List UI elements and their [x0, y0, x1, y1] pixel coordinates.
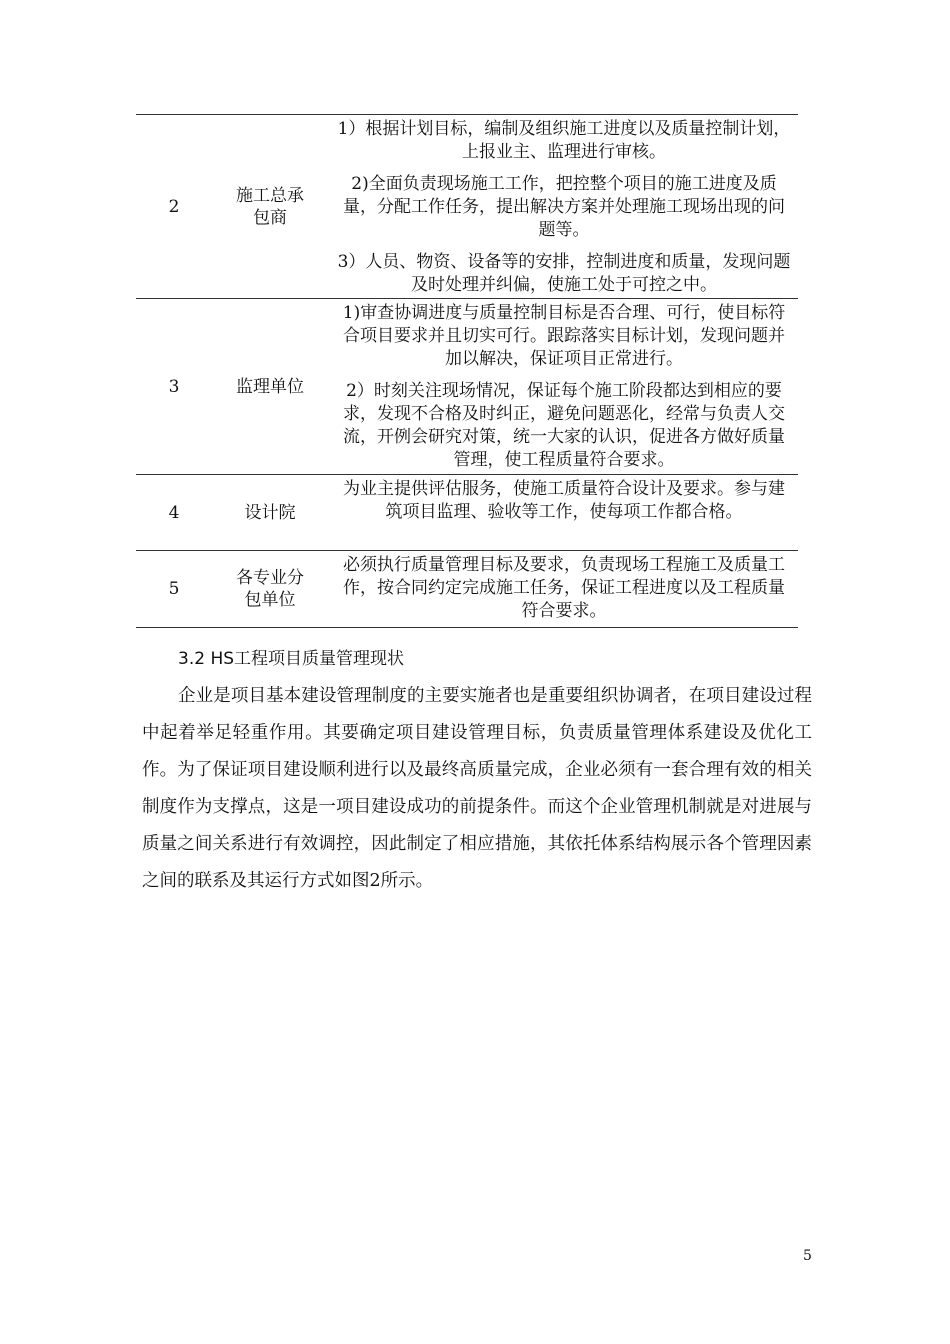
unit-name-line: 设计院 [244, 502, 296, 523]
body-paragraph: 企业是项目基本建设管理制度的主要实施者也是重要组织协调者，在项目建设过程中起着举足轻重作用。其要确定项目建设管理目标，负责质量管理体系建设及优化工作。为了保证项目建设顺利进行以及最终高质量完成，企业必须有一套合理有效的相关制度作为支撑点，这是一项目建设成功的前提条件。而这个企业管理机制就是对进展与质量之间关系进行有效调控，因此制定了相应措施，其依托体系结构展示各个管理因素之间的联系及其运行方式如图2所示。 [142, 686, 812, 891]
unit-name-line: 包单位 [244, 590, 296, 610]
unit-name-line: 施工总承 [236, 185, 304, 206]
table-row [136, 299, 798, 475]
duty-item: 必须执行质量管理目标及要求，负责现场工程施工及质量工作，按合同约定完成施工任务，保证工程进度以及工程质量符合要求。 [343, 555, 785, 621]
table-row [136, 551, 798, 628]
duty-cell [328, 475, 798, 550]
duty-item: 2)全面负责现场施工工作，把控整个项目的施工进度及质量，分配工作任务，提出解决方案并处理施工现场出现的问题等。 [343, 174, 785, 240]
responsibility-table [136, 114, 798, 628]
row-number: 2 [168, 196, 180, 217]
table-row [136, 115, 798, 299]
duty-item: 为业主提供评估服务，使施工质量符合设计及要求。参与建筑项目监理、验收等工作，使每项工作都合格。 [343, 479, 785, 522]
duty-cell [328, 551, 798, 627]
unit-name [212, 299, 328, 474]
row-number: 5 [168, 579, 180, 599]
duty-cell [328, 115, 798, 298]
unit-name-line: 各专业分 [236, 568, 304, 588]
section-heading: 3.2 HS工程项目质量管理现状 [178, 649, 405, 669]
unit-name [212, 551, 328, 627]
duty-item: 1）根据计划目标，编制及组织施工进度以及质量控制计划，上报业主、监理进行审核。 [337, 119, 791, 162]
duty-item: 1)审查协调进度与质量控制目标是否合理、可行，使目标符合项目要求并且切实可行。跟踪落实目标计划，发现问题并加以解决，保证项目正常进行。 [342, 303, 786, 369]
duty-cell [328, 299, 798, 474]
unit-name-line: 监理单位 [236, 376, 304, 397]
duty-item: 2）时刻关注现场情况，保证每个施工阶段都达到相应的要求，发现不合格及时纠正，避免问题恶化，经常与负责人交流，开例会研究对策，统一大家的认识，促进各方做好质量管理，使工程质量符合要求。 [343, 381, 785, 470]
unit-name [212, 115, 328, 298]
duty-item: 3）人员、物资、设备等的安排，控制进度和质量，发现问题及时处理并纠偏，使施工处于可控之中。 [337, 252, 791, 295]
page-number: 5 [803, 1248, 812, 1264]
row-number: 4 [168, 502, 180, 523]
unit-name-line: 包商 [253, 207, 287, 228]
unit-name [212, 475, 328, 550]
table-row [136, 475, 798, 551]
row-number: 3 [168, 376, 180, 397]
